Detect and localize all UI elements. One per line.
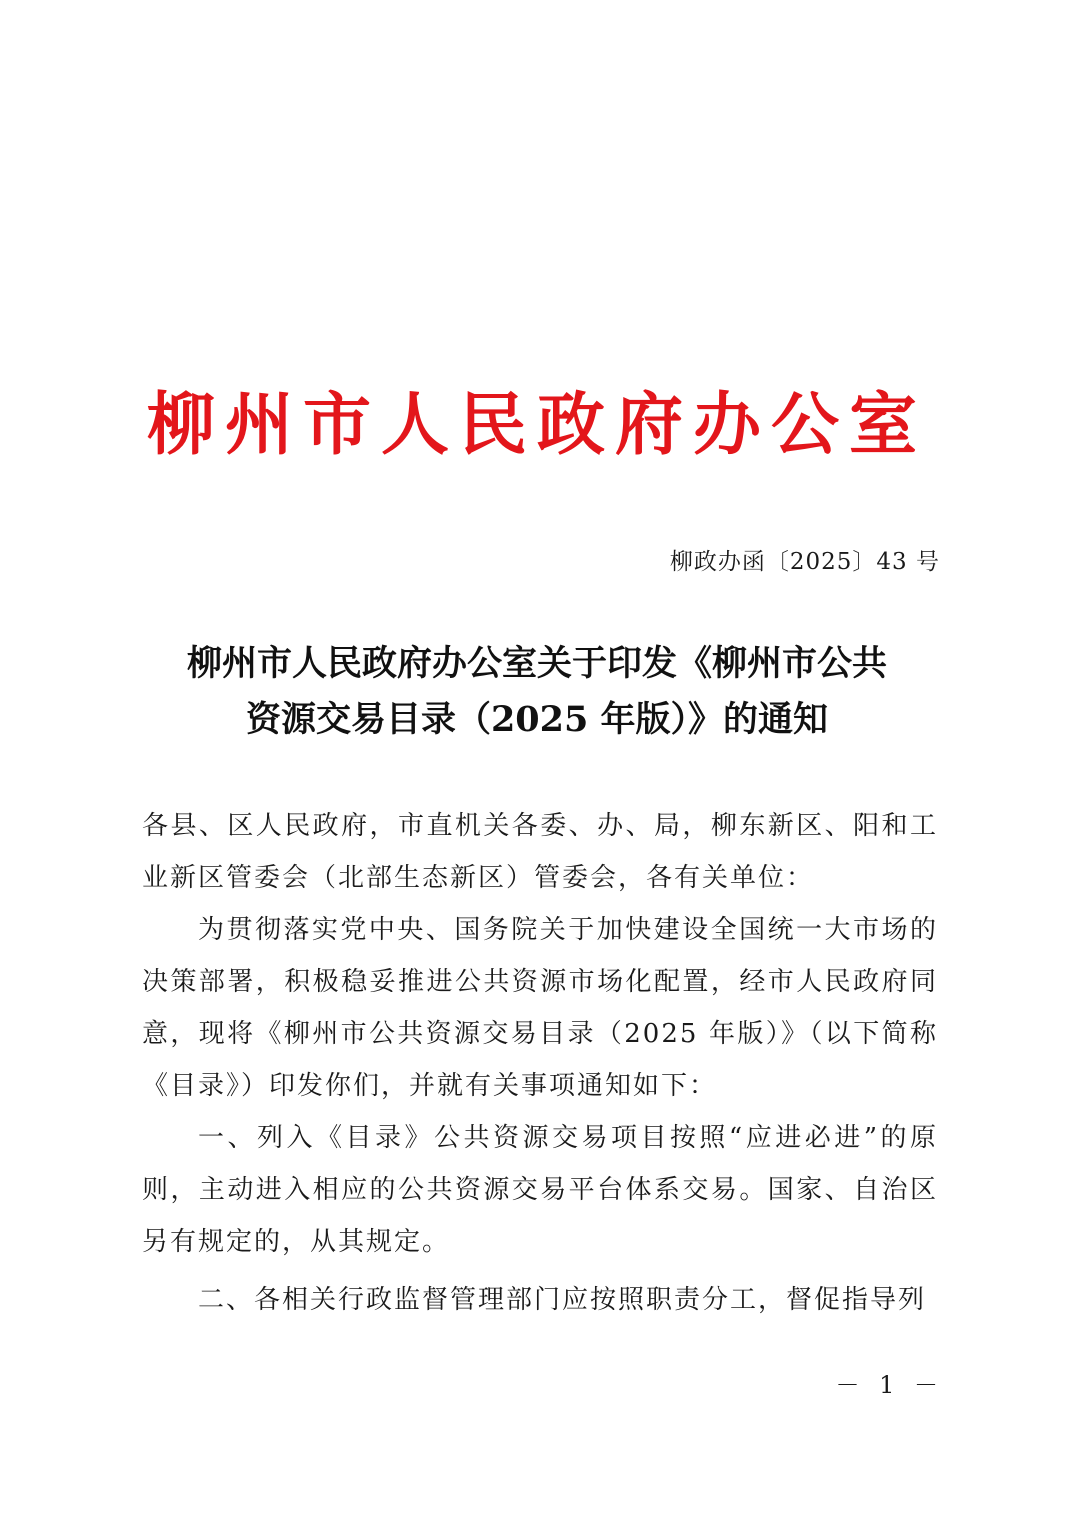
document-title	[130, 636, 944, 748]
title-line-2: 资源交易目录（2025 年版）》的通知	[245, 699, 829, 740]
page-number: － 1 －	[835, 1371, 944, 1399]
issuing-authority-masthead: 柳州市人民政府办公室	[146, 385, 927, 465]
title-line-1: 柳州市人民政府办公室关于印发《柳州市公共	[186, 643, 887, 684]
body-paragraph-3: 二、各相关行政监督管理部门应按照职责分工，督促指导列	[198, 1285, 927, 1315]
document-number: 柳政办函〔2025〕43 号	[669, 549, 940, 575]
body-paragraph-1: 为贯彻落实党中央、国务院关于加快建设全国统一大市场的决策部署，积极稳妥推进公共资源市场化配置，经市人民政府同意，现将《柳州市公共资源交易目录（2025 年版）》（以下简称《目录》）印发你们，并就有关事项通知如下：	[142, 915, 938, 1101]
document-body	[142, 800, 938, 1326]
salutation-paragraph: 各县、区人民政府，市直机关各委、办、局，柳东新区、阳和工业新区管委会（北部生态新区）管委会，各有关单位：	[142, 811, 938, 893]
body-paragraph-2: 一、列入《目录》公共资源交易项目按照“应进必进”的原则，主动进入相应的公共资源交易平台体系交易。国家、自治区另有规定的，从其规定。	[142, 1123, 938, 1257]
